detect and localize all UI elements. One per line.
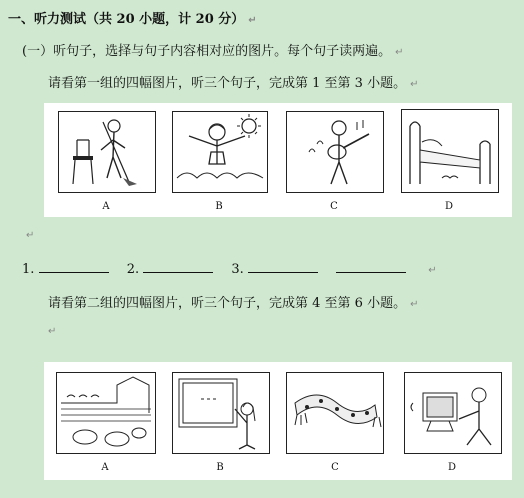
guitar-player-icon [287,112,383,192]
blank-paragraph [22,227,34,242]
picture-label: D [447,462,457,473]
paragraph-mark: ↵ [395,47,404,58]
answer-blank-4[interactable] [336,260,406,273]
section1-instruction [22,40,403,59]
picture-label: C [330,201,338,212]
section-heading [8,8,257,27]
farm-animals-icon [57,373,155,453]
picture-label: B [216,462,224,473]
paragraph-mark: ↵ [26,230,35,241]
group1-instruction-text: 请看第一组的四幅图片，听三个句子，完成第 1 至第 3 小题。 [48,76,407,91]
group1-instruction [48,72,418,91]
paragraph-mark: ↵ [410,79,419,90]
picture-2c [286,372,384,454]
paragraph-mark: ↵ [248,15,257,26]
paragraph-mark: ↵ [428,265,437,276]
picture-label: B [215,201,223,212]
boy-sweeping-icon [59,112,155,192]
picture-2a [56,372,156,454]
question-number-3: 3. [231,262,244,277]
picture-label: D [444,201,454,212]
paragraph-mark: ↵ [48,326,57,337]
picture-1c [286,111,384,193]
question-number-1: 1. [22,262,35,277]
answer-blank-2[interactable] [143,260,213,273]
picture-label: C [331,462,339,473]
picture-2d [404,372,502,454]
answer-blank-1[interactable] [39,260,109,273]
group2-instruction-text: 请看第二组的四幅图片，听三个句子，完成第 4 至第 6 小题。 [48,296,407,311]
heading-text: 一、听力测试（共 20 小题，计 20 分） [8,12,245,27]
question-number-2: 2. [126,262,140,277]
blank-paragraph [44,323,56,338]
picture-1a [58,111,156,193]
picture-label: A [101,462,109,473]
picture-label: A [102,201,110,212]
picture-2b [172,372,270,454]
scarf-icon [287,373,383,453]
boy-computer-icon [405,373,501,453]
girl-blackboard-icon [173,373,269,453]
group2-picture-strip [44,362,512,480]
picture-1d [401,109,499,193]
girl-sunshine-icon [173,112,267,192]
bed-icon [402,110,498,192]
section1-instruction-text: (一）听句子，选择与句子内容相对应的图片。每个句子读两遍。 [22,44,392,59]
group1-picture-strip [44,103,512,217]
answer-blank-3[interactable] [248,260,318,273]
group2-instruction [48,292,418,311]
picture-1b [172,111,268,193]
paragraph-mark: ↵ [410,299,419,310]
answer-line [22,260,437,277]
